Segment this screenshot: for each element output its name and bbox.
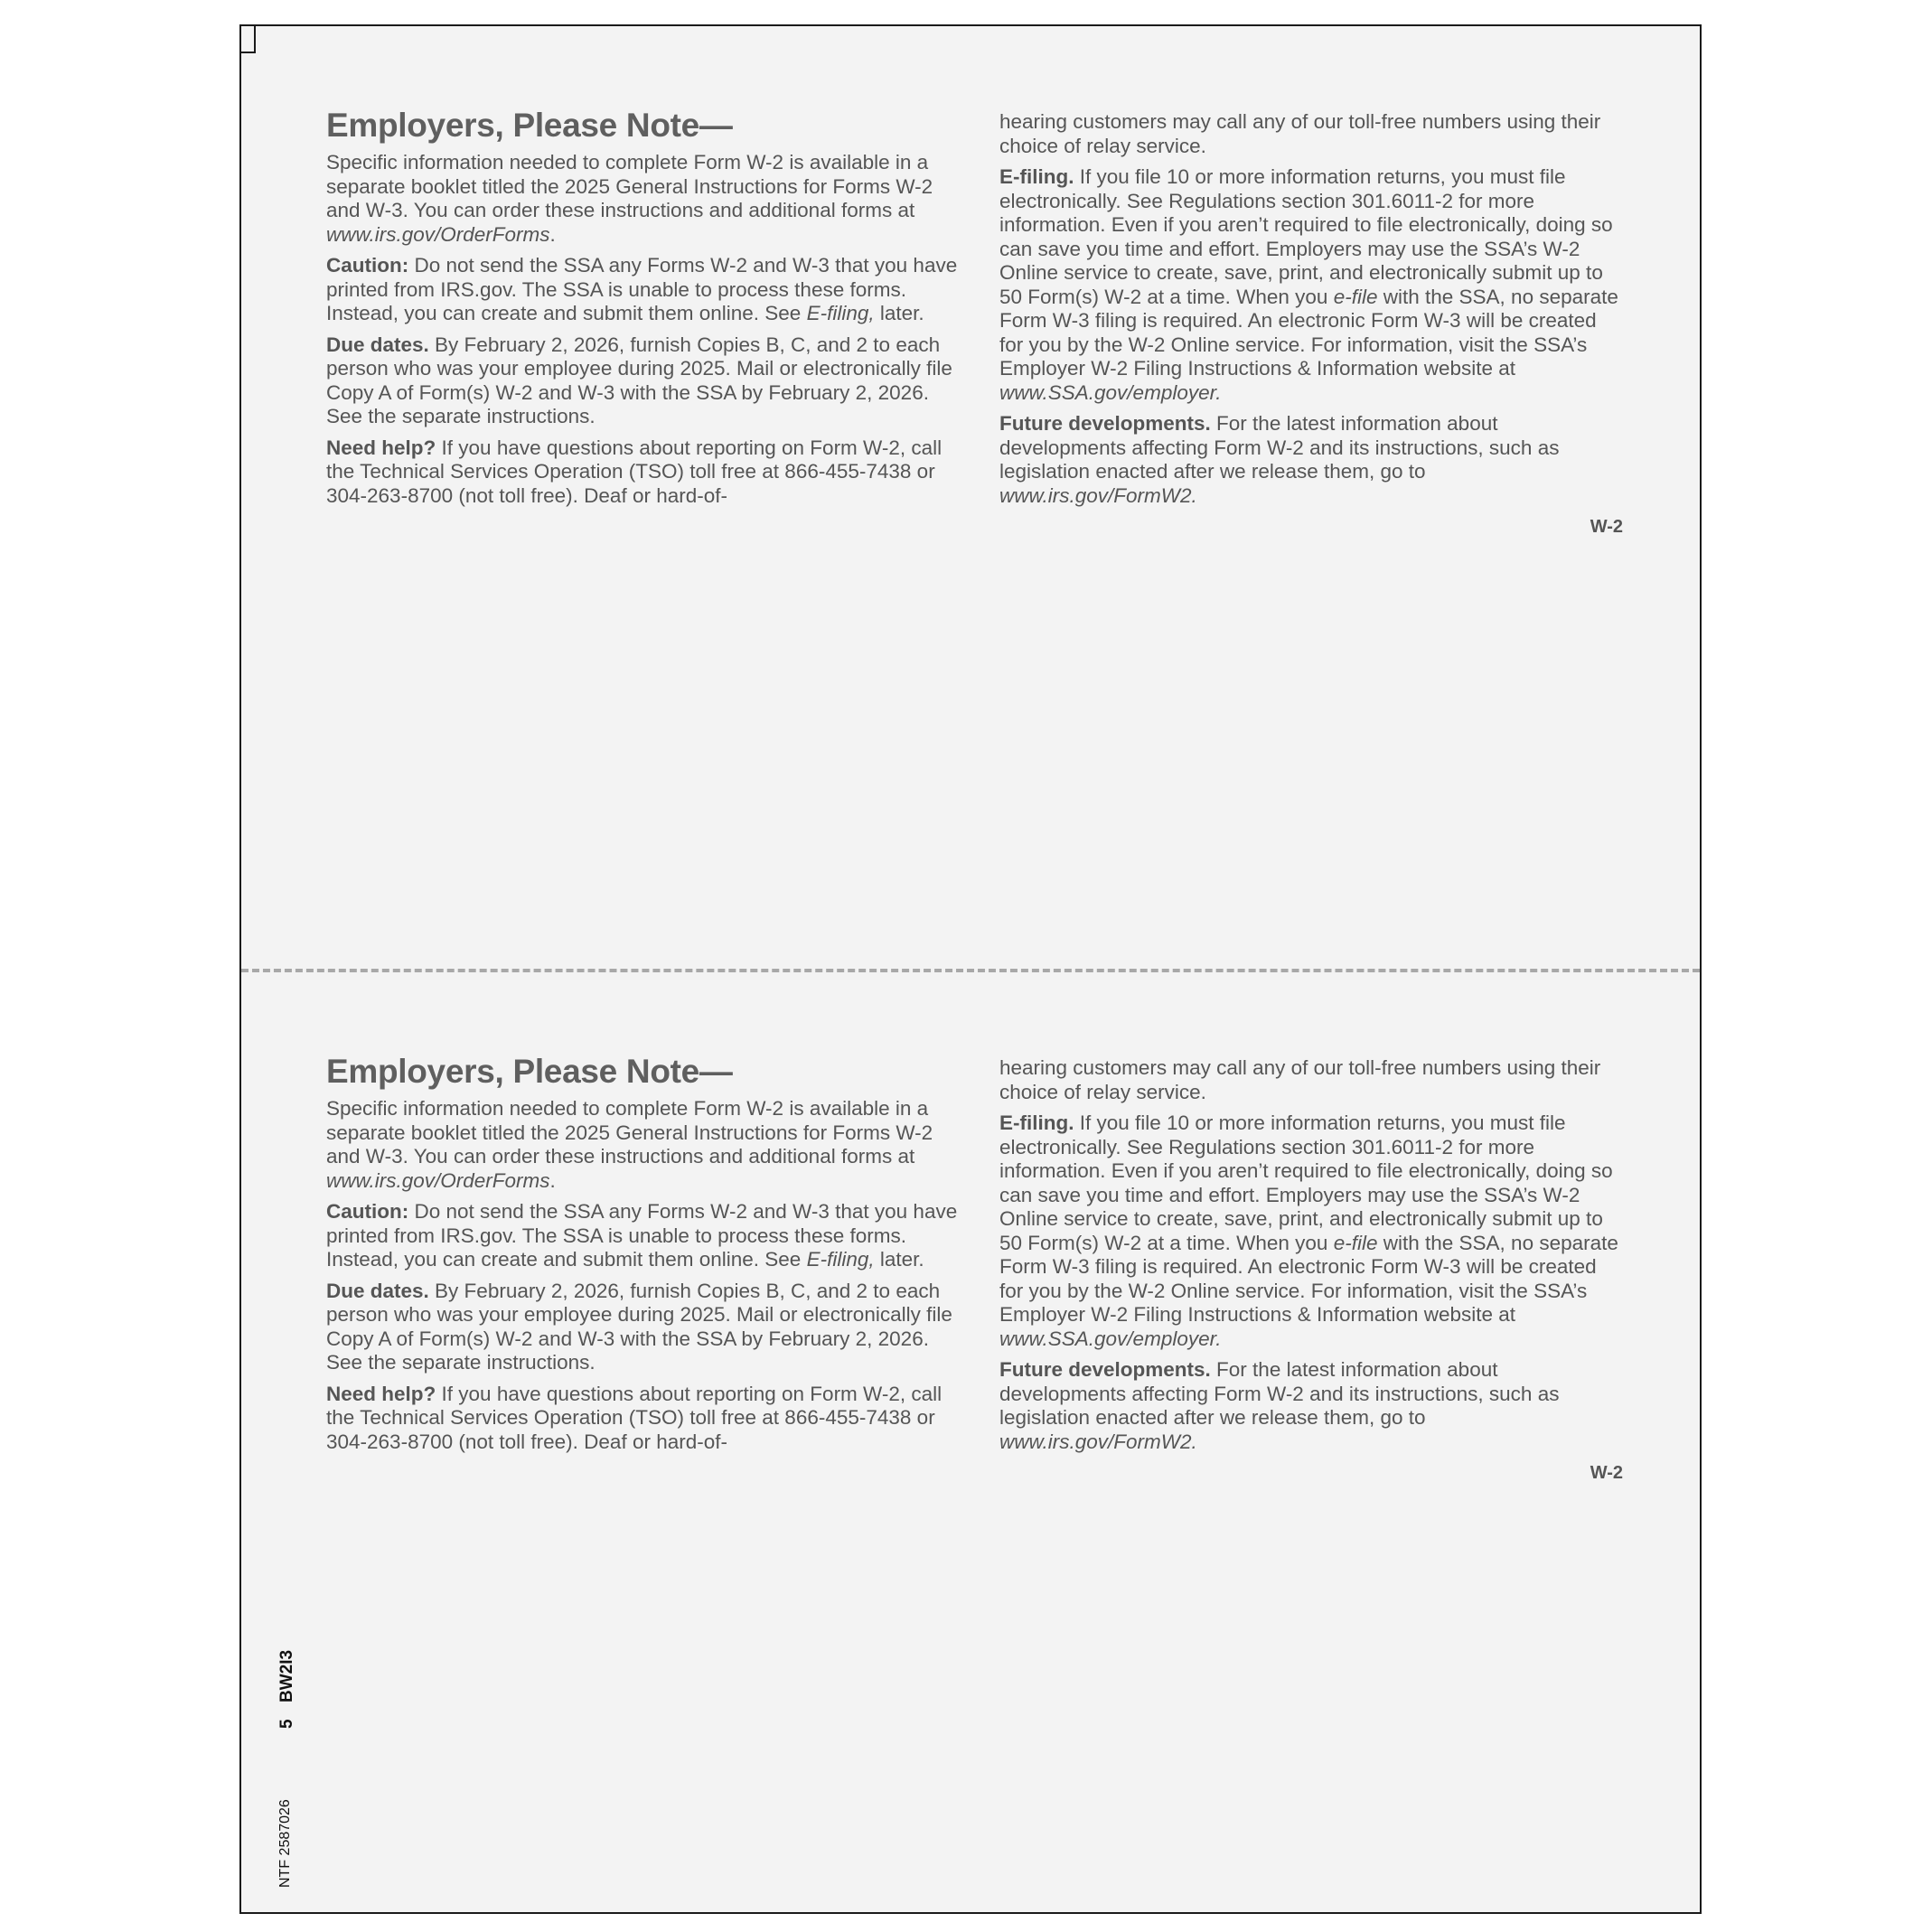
order-forms-url: www.irs.gov/OrderForms [326, 222, 550, 246]
intro-end: . [549, 222, 556, 246]
caution-text: Do not send the SSA any Forms W-2 and W-3 that you have printed from IRS.gov. The SSA is unable to process these forms. Instead, you can create and submit them online. See [326, 254, 958, 324]
caution-paragraph [326, 254, 959, 326]
efiling-paragraph [999, 165, 1623, 405]
formw2-url: www.irs.gov/FormW2. [999, 1430, 1197, 1453]
efiling-paragraph [999, 1111, 1623, 1351]
form-number: 5 [277, 1719, 296, 1729]
caution-end: later. [874, 302, 924, 324]
caution-ref: E-filing, [806, 302, 875, 324]
intro-text: Specific information needed to complete Form W-2 is available in a separate booklet titled the 2025 General Instructions for Forms W-2 and W-3. You can order these instructions and additional forms at [326, 151, 933, 221]
ntf-code: NTF 2587026 [277, 1799, 293, 1888]
left-column [326, 1052, 959, 1461]
due-dates-paragraph [326, 1280, 959, 1375]
form-sheet [239, 24, 1702, 1914]
efiling-label: E-filing. [999, 1111, 1074, 1134]
need-help-text: If you have questions about reporting on Form W-2, call the Technical Services Operation (TSO) toll free at 866-455-7438 or 304-263-8700 (not toll free). Deaf or hard-of- [326, 436, 943, 507]
efile-term: e-file [1333, 285, 1378, 308]
due-dates-label: Due dates. [326, 333, 429, 356]
due-dates-paragraph [326, 333, 959, 429]
efiling-text: If you file 10 or more information returns, you must file electronically. See Regulations section 301.6011-2 for more information. Even if you aren’t required to file electronically, doing so can save you time and effort. Employers may use the SSA’s W-2 Online service to create, save, print, and electronically submit up to 50 Form(s) W-2 at a time. When you [999, 165, 1613, 308]
caution-label: Caution: [326, 1200, 409, 1223]
form-tag: W-2 [1590, 517, 1623, 537]
intro-paragraph [326, 151, 959, 247]
future-developments-label: Future developments. [999, 1358, 1211, 1381]
efiling-label: E-filing. [999, 165, 1074, 188]
efile-term: e-file [1333, 1231, 1378, 1254]
need-help-paragraph [326, 436, 959, 509]
formw2-url: www.irs.gov/FormW2. [999, 483, 1197, 507]
future-developments-text: For the latest information about developments affecting Form W-2 and its instructions, such as legislation enacted after we release them, go to [999, 412, 1560, 483]
form-tag: W-2 [1590, 1463, 1623, 1483]
need-help-paragraph [326, 1383, 959, 1455]
caution-end: later. [874, 1248, 924, 1271]
ssa-employer-url: www.SSA.gov/employer. [999, 1327, 1222, 1350]
future-developments-text: For the latest information about developments affecting Form W-2 and its instructions, such as legislation enacted after we release them, go to [999, 1358, 1560, 1429]
need-help-label: Need help? [326, 436, 436, 459]
left-column [326, 106, 959, 515]
need-help-label: Need help? [326, 1382, 436, 1405]
future-developments-paragraph [999, 1358, 1623, 1454]
future-developments-paragraph [999, 412, 1623, 508]
help-continued-paragraph: hearing customers may call any of our toll-free numbers using their choice of relay service. [999, 1056, 1601, 1103]
efiling-text: If you file 10 or more information returns, you must file electronically. See Regulations section 301.6011-2 for more information. Even if you aren’t required to file electronically, doing so can save you time and effort. Employers may use the SSA’s W-2 Online service to create, save, print, and electronically submit up to 50 Form(s) W-2 at a time. When you [999, 1111, 1613, 1254]
future-developments-label: Future developments. [999, 412, 1211, 435]
form-code: BW2I3 [277, 1649, 296, 1702]
need-help-text: If you have questions about reporting on Form W-2, call the Technical Services Operation (TSO) toll free at 866-455-7438 or 304-263-8700 (not toll free). Deaf or hard-of- [326, 1382, 943, 1453]
intro-end: . [549, 1168, 556, 1192]
notice-panel-bottom [241, 972, 1700, 1912]
notice-heading: Employers, Please Note— [326, 1053, 733, 1090]
right-column [999, 1056, 1623, 1486]
intro-paragraph [326, 1097, 959, 1193]
due-dates-text: By February 2, 2026, furnish Copies B, C, and 2 to each person who was your employee during 2025. Mail or electronically file Copy A of Form(s) W-2 and W-3 with the SSA by February 2, 2026. See the separate instructions. [326, 333, 952, 427]
notice-panel-top [241, 26, 1700, 966]
order-forms-url: www.irs.gov/OrderForms [326, 1168, 550, 1192]
caution-ref: E-filing, [806, 1248, 875, 1271]
due-dates-label: Due dates. [326, 1279, 429, 1302]
notice-heading: Employers, Please Note— [326, 107, 733, 144]
caution-text: Do not send the SSA any Forms W-2 and W-3 that you have printed from IRS.gov. The SSA is unable to process these forms. Instead, you can create and submit them online. See [326, 1200, 958, 1271]
intro-text: Specific information needed to complete Form W-2 is available in a separate booklet titled the 2025 General Instructions for Forms W-2 and W-3. You can order these instructions and additional forms at [326, 1097, 933, 1168]
ssa-employer-url: www.SSA.gov/employer. [999, 380, 1222, 404]
help-continued-paragraph: hearing customers may call any of our toll-free numbers using their choice of relay service. [999, 110, 1601, 157]
efiling-text-2: with the SSA, no separate Form W-3 filing is required. An electronic Form W-3 will be created for you by the W-2 Online service. For information, visit the SSA’s Employer W-2 Filing Instructions & Information website at [999, 285, 1618, 380]
efiling-text-2: with the SSA, no separate Form W-3 filing is required. An electronic Form W-3 will be created for you by the W-2 Online service. For information, visit the SSA’s Employer W-2 Filing Instructions & Information website at [999, 1231, 1618, 1326]
due-dates-text: By February 2, 2026, furnish Copies B, C, and 2 to each person who was your employee during 2025. Mail or electronically file Copy A of Form(s) W-2 and W-3 with the SSA by February 2, 2026. See the separate instructions. [326, 1279, 952, 1374]
right-column [999, 110, 1623, 539]
caution-paragraph [326, 1200, 959, 1272]
caution-label: Caution: [326, 254, 409, 277]
